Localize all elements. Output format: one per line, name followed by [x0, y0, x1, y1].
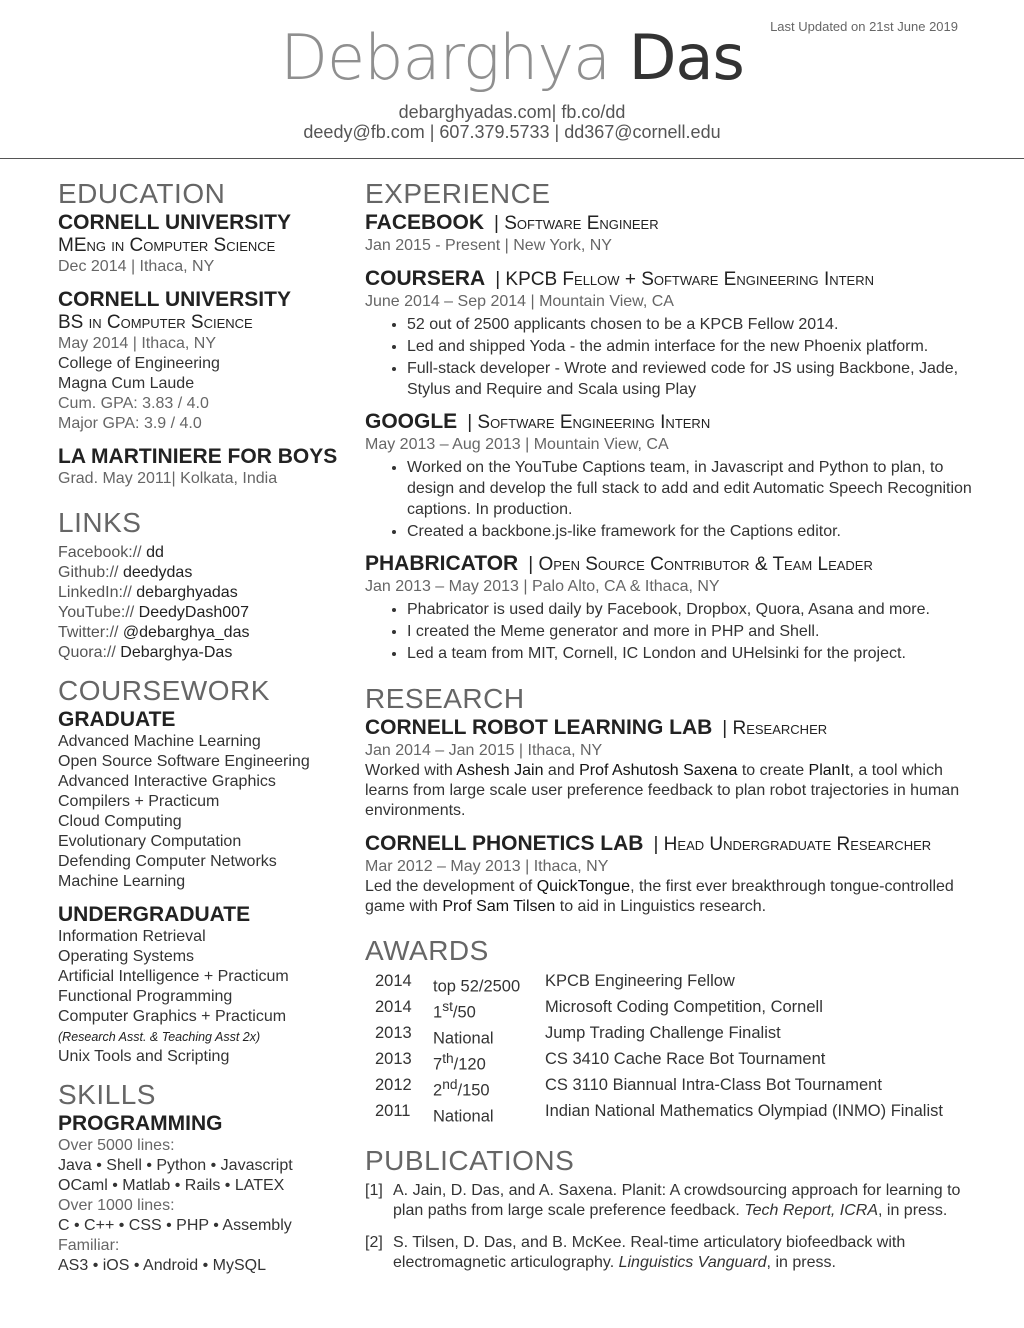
- page-title: [0, 22, 1024, 94]
- job-header: [365, 266, 985, 292]
- list-item: • Led a team from MIT, Cornell, IC London and UHelsinki for the project.: [407, 643, 985, 664]
- school-date: Grad. May 2011| Kolkata, India: [58, 470, 278, 487]
- link-value[interactable]: @debarghya_das: [122, 624, 250, 641]
- job-header: [365, 409, 985, 435]
- skill-list: Java • Shell • Python • Javascript: [58, 1157, 293, 1174]
- course-item: Cloud Computing: [58, 813, 182, 830]
- course-note: (Research Asst. & Teaching Asst 2x): [58, 1030, 261, 1044]
- list-item: • Phabricator is used daily by Facebook, Dropbox, Quora, Asana and more.: [407, 599, 985, 620]
- skill-list: AS3 • iOS • Android • MySQL: [58, 1257, 266, 1274]
- job-org: GOOGLE: [365, 410, 458, 433]
- table-row: 2014 1st/50 Microsoft Coding Competition, Cornell: [375, 998, 823, 1022]
- link-value[interactable]: dd: [146, 544, 164, 561]
- link-twitter[interactable]: [58, 623, 343, 643]
- link-label: Github://: [58, 564, 119, 581]
- link-youtube[interactable]: [58, 603, 343, 623]
- job-org: COURSERA: [365, 267, 486, 290]
- job-org: PHABRICATOR: [365, 552, 519, 575]
- list-item: • I created the Meme generator and more in PHP and Shell.: [407, 621, 985, 642]
- link-label: Twitter://: [58, 624, 119, 641]
- job-role: | Software Engineering Intern: [467, 412, 711, 433]
- lab-description: Led the development of QuickTongue, the first ever breakthrough tongue-controlled game with Prof Sam Tilsen to aid in Linguistics research.: [365, 878, 954, 915]
- degree: MEng in Computer Science: [58, 235, 276, 256]
- link-label: YouTube://: [58, 604, 135, 621]
- job-role: | Open Source Contributor & Team Leader: [528, 554, 873, 575]
- lab-name: CORNELL PHONETICS LAB: [365, 832, 644, 855]
- link-value[interactable]: DeedyDash007: [138, 604, 249, 621]
- lab-description: Worked with Ashesh Jain and Prof Ashutosh Saxena to create PlanIt, a tool which learns from large scale user preference feedback to plan robot trajectories in human environments.: [365, 762, 960, 819]
- table-row: 2013 7th/120 CS 3410 Cache Race Bot Tournament: [375, 1050, 826, 1074]
- link-quora[interactable]: [58, 643, 343, 663]
- last-name: Das: [628, 21, 744, 94]
- research-heading: RESEARCH: [365, 683, 525, 714]
- skill-level-label: Over 1000 lines:: [58, 1197, 175, 1214]
- job-role: | Software Engineer: [494, 213, 659, 234]
- job-header: [365, 210, 985, 236]
- course-item: Compilers + Practicum: [58, 793, 220, 810]
- job-bullets: [365, 599, 985, 664]
- school-detail: Magna Cum Laude: [58, 375, 195, 392]
- link-value[interactable]: debarghyadas: [136, 584, 238, 601]
- header-divider: [0, 158, 1024, 159]
- degree: BS in Computer Science: [58, 312, 253, 333]
- right-column: [365, 178, 985, 1273]
- experience-heading: EXPERIENCE: [365, 178, 551, 209]
- skill-level-label: Over 5000 lines:: [58, 1137, 175, 1154]
- gpa: Major GPA: 3.9 / 4.0: [58, 415, 202, 432]
- link-label: Quora://: [58, 644, 116, 661]
- job-org: FACEBOOK: [365, 211, 485, 234]
- school-name: CORNELL UNIVERSITY: [58, 211, 291, 234]
- course-item: Advanced Interactive Graphics: [58, 773, 276, 790]
- course-item: Open Source Software Engineering: [58, 753, 310, 770]
- lab-role: | Researcher: [722, 718, 828, 739]
- left-column: [58, 178, 343, 1276]
- job-header: [365, 551, 985, 577]
- course-item: Defending Computer Networks: [58, 853, 277, 870]
- lab-meta: Jan 2014 – Jan 2015 | Ithaca, NY: [365, 742, 603, 759]
- programming-heading: PROGRAMMING: [58, 1112, 223, 1135]
- school-date: May 2014 | Ithaca, NY: [58, 335, 217, 352]
- contact-line-1[interactable]: debarghyadas.com| fb.co/dd: [398, 102, 626, 122]
- link-value[interactable]: deedydas: [122, 564, 193, 581]
- link-value[interactable]: Debarghya-Das: [120, 644, 233, 661]
- lab-header: [365, 715, 985, 741]
- lab-header: [365, 831, 985, 857]
- job-meta: Jan 2015 - Present | New York, NY: [365, 237, 612, 254]
- course-item: Functional Programming: [58, 988, 233, 1005]
- table-row: 2011 National Indian National Mathematics Olympiad (INMO) Finalist: [375, 1102, 943, 1126]
- links-heading: LINKS: [58, 507, 142, 538]
- course-item: Unix Tools and Scripting: [58, 1048, 230, 1065]
- list-item: • Worked on the YouTube Captions team, in Javascript and Python to plan, to design and develop the full stack to add and edit Automatic Speech Recognition captions. In production.: [407, 457, 985, 520]
- skill-level-label: Familiar:: [58, 1237, 120, 1254]
- course-item: Operating Systems: [58, 948, 195, 965]
- course-item: Information Retrieval: [58, 928, 206, 945]
- job-bullets: [365, 314, 985, 400]
- skills-heading: SKILLS: [58, 1079, 156, 1110]
- job-meta: June 2014 – Sep 2014 | Mountain View, CA: [365, 293, 674, 310]
- course-item: Machine Learning: [58, 873, 186, 890]
- lab-meta: Mar 2012 – May 2013 | Ithaca, NY: [365, 858, 609, 875]
- course-item: Artificial Intelligence + Practicum: [58, 968, 289, 985]
- lab-name: CORNELL ROBOT LEARNING LAB: [365, 716, 713, 739]
- lab-role: | Head Undergraduate Researcher: [653, 834, 932, 855]
- gpa: Cum. GPA: 3.83 / 4.0: [58, 395, 209, 412]
- link-github[interactable]: [58, 563, 343, 583]
- publications-heading: PUBLICATIONS: [365, 1145, 575, 1176]
- school-detail: College of Engineering: [58, 355, 220, 372]
- undergraduate-heading: UNDERGRADUATE: [58, 903, 251, 926]
- table-row: 2012 2nd/150 CS 3110 Biannual Intra-Class Bot Tournament: [375, 1076, 882, 1100]
- job-bullets: [365, 457, 985, 542]
- coursework-heading: COURSEWORK: [58, 675, 270, 706]
- course-item: Evolutionary Computation: [58, 833, 242, 850]
- list-item: • Led and shipped Yoda - the admin interface for the new Phoenix platform.: [407, 336, 985, 357]
- job-meta: Jan 2013 – May 2013 | Palo Alto, CA & Ithaca, NY: [365, 578, 720, 595]
- last-updated: Last Updated on 21st June 2019: [770, 19, 958, 34]
- list-item: • 52 out of 2500 applicants chosen to be a KPCB Fellow 2014.: [407, 314, 985, 335]
- link-facebook[interactable]: [58, 543, 343, 563]
- table-row: 2013 National Jump Trading Challenge Finalist: [375, 1024, 781, 1048]
- skill-list: C • C++ • CSS • PHP • Assembly: [58, 1217, 292, 1234]
- publication-item: [1] A. Jain, D. Das, and A. Saxena. Planit: A crowdsourcing approach for learning to plan paths from large scale preference feedback. Tech Report, ICRA, in press.: [365, 1182, 961, 1219]
- school-name: LA MARTINIERE FOR BOYS: [58, 445, 338, 468]
- skill-list: OCaml • Matlab • Rails • LATEX: [58, 1177, 285, 1194]
- publication-item: [2] S. Tilsen, D. Das, and B. McKee. Real-time articulatory biofeedback with electromagnetic articulography. Linguistics Vanguard, in press.: [365, 1234, 906, 1271]
- link-linkedin[interactable]: [58, 583, 343, 603]
- course-item: Advanced Machine Learning: [58, 733, 261, 750]
- list-item: • Full-stack developer - Wrote and reviewed code for JS using Backbone, Jade, Stylus and Require and Scala using Play: [407, 358, 985, 400]
- school-name: CORNELL UNIVERSITY: [58, 288, 291, 311]
- job-meta: May 2013 – Aug 2013 | Mountain View, CA: [365, 436, 669, 453]
- table-row: 2014 top 52/2500 KPCB Engineering Fellow: [375, 972, 735, 996]
- awards-heading: AWARDS: [365, 935, 489, 966]
- awards-table: [375, 971, 943, 1127]
- education-heading: EDUCATION: [58, 178, 226, 209]
- job-role: | KPCB Fellow + Software Engineering Intern: [495, 269, 875, 290]
- list-item: • Created a backbone.js-like framework for the Captions editor.: [407, 521, 985, 542]
- link-label: Facebook://: [58, 544, 142, 561]
- graduate-heading: GRADUATE: [58, 708, 176, 731]
- first-name: Debarghya: [280, 21, 611, 94]
- contact-line-2[interactable]: deedy@fb.com | 607.379.5733 | dd367@cornell.edu: [303, 122, 721, 142]
- link-label: LinkedIn://: [58, 584, 132, 601]
- course-item: Computer Graphics + Practicum: [58, 1008, 287, 1025]
- school-date: Dec 2014 | Ithaca, NY: [58, 258, 215, 275]
